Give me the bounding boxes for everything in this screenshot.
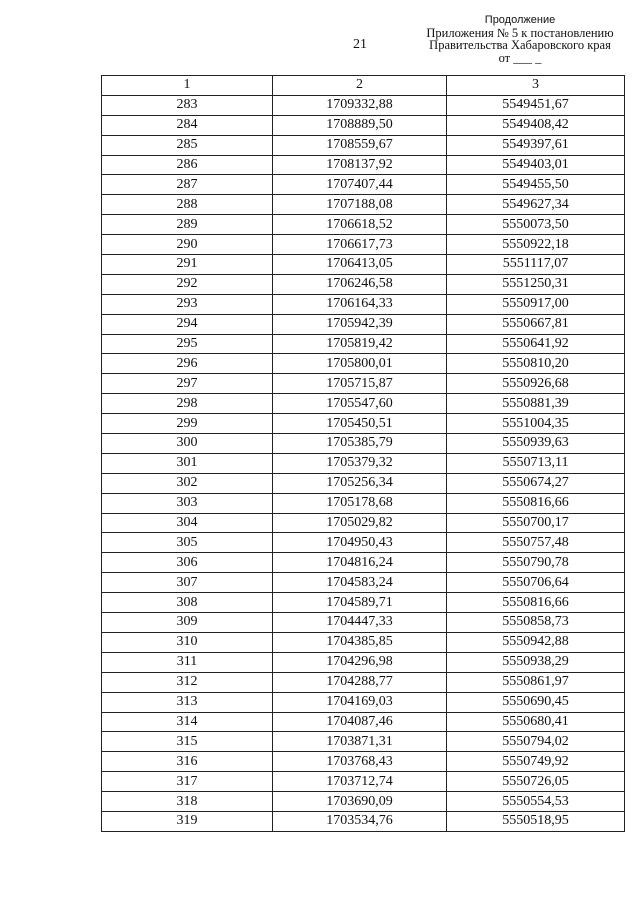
table-row xyxy=(102,593,625,613)
y-coordinate-cell: 5550700,17 xyxy=(447,513,625,533)
x-coordinate-cell: 1704288,77 xyxy=(273,672,447,692)
table-row xyxy=(102,374,625,394)
x-coordinate-cell: 1706617,73 xyxy=(273,235,447,255)
y-coordinate-cell: 5550073,50 xyxy=(447,215,625,235)
point-number-cell: 300 xyxy=(102,434,273,454)
x-coordinate-cell: 1705942,39 xyxy=(273,314,447,334)
x-coordinate-cell: 1704087,46 xyxy=(273,712,447,732)
table-body xyxy=(102,95,625,831)
y-coordinate-cell: 5550641,92 xyxy=(447,334,625,354)
table-row xyxy=(102,175,625,195)
y-coordinate-cell: 5550926,68 xyxy=(447,374,625,394)
appendix-title: Приложения № 5 к постановлению xyxy=(426,25,614,40)
x-coordinate-cell: 1703712,74 xyxy=(273,772,447,792)
y-coordinate-cell: 5550881,39 xyxy=(447,394,625,414)
table-row xyxy=(102,553,625,573)
table-row xyxy=(102,334,625,354)
table-row xyxy=(102,573,625,593)
x-coordinate-cell: 1704583,24 xyxy=(273,573,447,593)
y-coordinate-cell: 5549627,34 xyxy=(447,195,625,215)
x-coordinate-cell: 1706246,58 xyxy=(273,274,447,294)
point-number-cell: 304 xyxy=(102,513,273,533)
x-coordinate-cell: 1703690,09 xyxy=(273,792,447,812)
point-number-cell: 288 xyxy=(102,195,273,215)
table-row xyxy=(102,314,625,334)
x-coordinate-cell: 1708137,92 xyxy=(273,155,447,175)
x-coordinate-cell: 1705256,34 xyxy=(273,473,447,493)
column-header: 2 xyxy=(273,76,447,96)
table-row xyxy=(102,434,625,454)
y-coordinate-cell: 5550674,27 xyxy=(447,473,625,493)
point-number-cell: 287 xyxy=(102,175,273,195)
y-coordinate-cell: 5550816,66 xyxy=(447,493,625,513)
y-coordinate-cell: 5550690,45 xyxy=(447,692,625,712)
y-coordinate-cell: 5549397,61 xyxy=(447,135,625,155)
table-row xyxy=(102,811,625,831)
x-coordinate-cell: 1703871,31 xyxy=(273,732,447,752)
x-coordinate-cell: 1706164,33 xyxy=(273,294,447,314)
x-coordinate-cell: 1704385,85 xyxy=(273,632,447,652)
document-date: от ___ _ xyxy=(498,50,542,65)
table-row xyxy=(102,354,625,374)
y-coordinate-cell: 5550861,97 xyxy=(447,672,625,692)
x-coordinate-cell: 1705450,51 xyxy=(273,414,447,434)
point-number-cell: 310 xyxy=(102,632,273,652)
table-row xyxy=(102,513,625,533)
y-coordinate-cell: 5549408,42 xyxy=(447,115,625,135)
table-row xyxy=(102,394,625,414)
x-coordinate-cell: 1704589,71 xyxy=(273,593,447,613)
y-coordinate-cell: 5550917,00 xyxy=(447,294,625,314)
point-number-cell: 294 xyxy=(102,314,273,334)
point-number-cell: 317 xyxy=(102,772,273,792)
x-coordinate-cell: 1705819,42 xyxy=(273,334,447,354)
table-row xyxy=(102,135,625,155)
y-coordinate-cell: 5550757,48 xyxy=(447,533,625,553)
x-coordinate-cell: 1707188,08 xyxy=(273,195,447,215)
point-number-cell: 313 xyxy=(102,692,273,712)
point-number-cell: 307 xyxy=(102,573,273,593)
table-row xyxy=(102,632,625,652)
table-row xyxy=(102,155,625,175)
point-number-cell: 302 xyxy=(102,473,273,493)
table-row xyxy=(102,195,625,215)
table-row xyxy=(102,712,625,732)
y-coordinate-cell: 5550749,92 xyxy=(447,752,625,772)
point-number-cell: 311 xyxy=(102,652,273,672)
y-coordinate-cell: 5550706,64 xyxy=(447,573,625,593)
y-coordinate-cell: 5550938,29 xyxy=(447,652,625,672)
table-row xyxy=(102,294,625,314)
x-coordinate-cell: 1703768,43 xyxy=(273,752,447,772)
point-number-cell: 314 xyxy=(102,712,273,732)
y-coordinate-cell: 5550816,66 xyxy=(447,593,625,613)
y-coordinate-cell: 5551117,07 xyxy=(447,255,625,275)
x-coordinate-cell: 1705385,79 xyxy=(273,434,447,454)
table-row xyxy=(102,453,625,473)
y-coordinate-cell: 5550942,88 xyxy=(447,632,625,652)
y-coordinate-cell: 5549403,01 xyxy=(447,155,625,175)
y-coordinate-cell: 5550726,05 xyxy=(447,772,625,792)
table-header-row xyxy=(102,76,625,96)
column-header: 1 xyxy=(102,76,273,96)
point-number-cell: 297 xyxy=(102,374,273,394)
coordinates-table xyxy=(101,75,625,832)
table-row xyxy=(102,235,625,255)
continuation-label: Продолжение xyxy=(484,14,556,26)
x-coordinate-cell: 1704816,24 xyxy=(273,553,447,573)
table-row xyxy=(102,255,625,275)
column-header: 3 xyxy=(447,76,625,96)
y-coordinate-cell: 5550810,20 xyxy=(447,354,625,374)
table-row xyxy=(102,493,625,513)
point-number-cell: 301 xyxy=(102,453,273,473)
x-coordinate-cell: 1704447,33 xyxy=(273,613,447,633)
x-coordinate-cell: 1703534,76 xyxy=(273,811,447,831)
table-row xyxy=(102,732,625,752)
point-number-cell: 303 xyxy=(102,493,273,513)
table-row xyxy=(102,672,625,692)
y-coordinate-cell: 5550713,11 xyxy=(447,453,625,473)
y-coordinate-cell: 5550858,73 xyxy=(447,613,625,633)
y-coordinate-cell: 5550667,81 xyxy=(447,314,625,334)
table-row xyxy=(102,752,625,772)
point-number-cell: 306 xyxy=(102,553,273,573)
point-number-cell: 299 xyxy=(102,414,273,434)
table-row xyxy=(102,613,625,633)
x-coordinate-cell: 1704169,03 xyxy=(273,692,447,712)
x-coordinate-cell: 1709332,88 xyxy=(273,95,447,115)
table-row xyxy=(102,95,625,115)
table-row xyxy=(102,215,625,235)
x-coordinate-cell: 1705029,82 xyxy=(273,513,447,533)
point-number-cell: 298 xyxy=(102,394,273,414)
x-coordinate-cell: 1704950,43 xyxy=(273,533,447,553)
x-coordinate-cell: 1708559,67 xyxy=(273,135,447,155)
y-coordinate-cell: 5550794,02 xyxy=(447,732,625,752)
point-number-cell: 295 xyxy=(102,334,273,354)
y-coordinate-cell: 5550939,63 xyxy=(447,434,625,454)
y-coordinate-cell: 5549451,67 xyxy=(447,95,625,115)
point-number-cell: 309 xyxy=(102,613,273,633)
point-number-cell: 296 xyxy=(102,354,273,374)
x-coordinate-cell: 1706413,05 xyxy=(273,255,447,275)
x-coordinate-cell: 1707407,44 xyxy=(273,175,447,195)
y-coordinate-cell: 5550554,53 xyxy=(447,792,625,812)
x-coordinate-cell: 1704296,98 xyxy=(273,652,447,672)
point-number-cell: 293 xyxy=(102,294,273,314)
table-row xyxy=(102,772,625,792)
x-coordinate-cell: 1708889,50 xyxy=(273,115,447,135)
point-number-cell: 318 xyxy=(102,792,273,812)
y-coordinate-cell: 5550518,95 xyxy=(447,811,625,831)
point-number-cell: 284 xyxy=(102,115,273,135)
point-number-cell: 308 xyxy=(102,593,273,613)
point-number-cell: 316 xyxy=(102,752,273,772)
point-number-cell: 292 xyxy=(102,274,273,294)
table-row xyxy=(102,533,625,553)
point-number-cell: 315 xyxy=(102,732,273,752)
point-number-cell: 285 xyxy=(102,135,273,155)
point-number-cell: 312 xyxy=(102,672,273,692)
point-number-cell: 290 xyxy=(102,235,273,255)
x-coordinate-cell: 1705715,87 xyxy=(273,374,447,394)
table-row xyxy=(102,274,625,294)
x-coordinate-cell: 1705800,01 xyxy=(273,354,447,374)
point-number-cell: 305 xyxy=(102,533,273,553)
y-coordinate-cell: 5551250,31 xyxy=(447,274,625,294)
x-coordinate-cell: 1705379,32 xyxy=(273,453,447,473)
point-number-cell: 286 xyxy=(102,155,273,175)
y-coordinate-cell: 5551004,35 xyxy=(447,414,625,434)
page-number: 21 xyxy=(353,37,367,52)
y-coordinate-cell: 5549455,50 xyxy=(447,175,625,195)
table-row xyxy=(102,473,625,493)
point-number-cell: 319 xyxy=(102,811,273,831)
table-row xyxy=(102,792,625,812)
x-coordinate-cell: 1705547,60 xyxy=(273,394,447,414)
table-row xyxy=(102,414,625,434)
point-number-cell: 291 xyxy=(102,255,273,275)
authority-name: Правительства Хабаровского края xyxy=(429,38,611,52)
y-coordinate-cell: 5550790,78 xyxy=(447,553,625,573)
table-row xyxy=(102,692,625,712)
y-coordinate-cell: 5550922,18 xyxy=(447,235,625,255)
y-coordinate-cell: 5550680,41 xyxy=(447,712,625,732)
x-coordinate-cell: 1706618,52 xyxy=(273,215,447,235)
table-row xyxy=(102,115,625,135)
table-row xyxy=(102,652,625,672)
x-coordinate-cell: 1705178,68 xyxy=(273,493,447,513)
point-number-cell: 283 xyxy=(102,95,273,115)
point-number-cell: 289 xyxy=(102,215,273,235)
appendix-header xyxy=(400,14,640,64)
